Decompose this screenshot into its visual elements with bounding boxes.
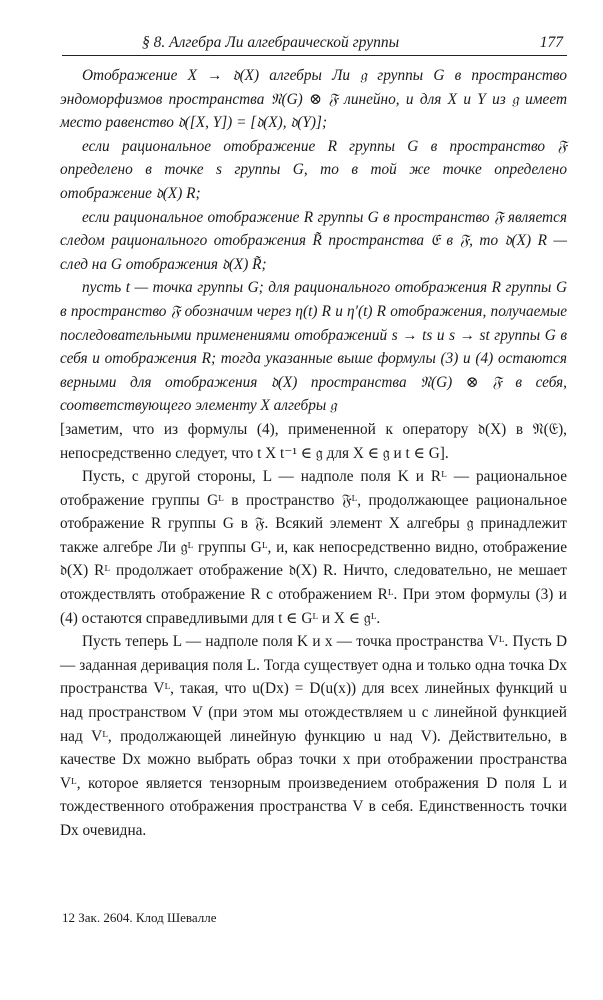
paragraph: если рациональное отображение R группы G в пространство 𝔉 является следом рационального отображения R̃ пространства 𝔈 в 𝔉, то 𝔡(X) R — след на G отображения 𝔡(X) R̃; — [60, 208, 567, 273]
header-title: § 8. Алгебра Ли алгебраической группы — [142, 34, 400, 51]
paragraph: Пусть теперь L — надполе поля K и x — точка пространства Vᴸ. Пусть D — заданная деривация поля L. Тогда существует одна и только одна точка Dx пространства Vᴸ, такая, что u(Dx) = D(u(x)) для всех линейных функций u над пространством V (при этом мы отождествляем u с линейной функцией над Vᴸ, продолжающей линейную функцию u над V). Действительно, в качестве Dx можно выбрать образ точки x при отображении пространства Vᴸ, которое является тензорным произведением отображения D поля L и тождественного отображения пространства V в себя. Единственность точки Dx очевидна. — [60, 633, 567, 839]
running-header — [62, 27, 567, 56]
signature-footer: 12 Зак. 2604. Клод Шевалле — [62, 910, 217, 925]
paragraph: пусть t — точка группы G; для рационального отображения R группы G в пространство 𝔉 обозначим через η(t) R и η′(t) R отображения, получаемые последовательными применениями отображений s → ts и s → st группы G в себя и отображения R; тогда указанные выше формулы (3) и (4) остаются верными для отображения 𝔡(X) пространства 𝔑(G) ⊗ 𝔉 в себя, соответствующего элементу X алгебры 𝔤 — [60, 279, 567, 415]
paragraph: Отображение X → 𝔡(X) алгебры Ли 𝔤 группы G в пространство эндоморфизмов пространства 𝔑(G) ⊗ 𝔉 линейно, и для X и Y из 𝔤 имеет место равенство 𝔡([X, Y]) = [𝔡(X), 𝔡(Y)]; — [60, 67, 567, 132]
paragraph: если рациональное отображение R группы G в пространство 𝔉 определено в точке s группы G, то в той же точке определено отображение 𝔡(X) R; — [60, 137, 567, 202]
page-body — [60, 64, 567, 843]
page-number: 177 — [539, 34, 563, 51]
paragraph: Пусть, с другой стороны, L — надполе поля K и Rᴸ — рациональное отображение группы Gᴸ в пространство 𝔉ᴸ, продолжающее рациональное отображение R группы G в 𝔉. Всякий элемент X алгебры 𝔤 принадлежит также алгебре Ли 𝔤ᴸ группы Gᴸ, и, как непосредственно видно, отображение 𝔡(X) Rᴸ продолжает отображение 𝔡(X) R. Ничто, следовательно, не мешает отождествлять отображение R с отображением Rᴸ. При этом формулы (3) и (4) остаются справедливыми для t ∈ Gᴸ и X ∈ 𝔤ᴸ. — [60, 468, 567, 627]
paragraph: [заметим, что из формулы (4), примененной к оператору 𝔡(X) в 𝔑(𝔈), непосредственно следует, что t X t⁻¹ ∈ 𝔤 для X ∈ 𝔤 и t ∈ G]. — [60, 420, 567, 462]
